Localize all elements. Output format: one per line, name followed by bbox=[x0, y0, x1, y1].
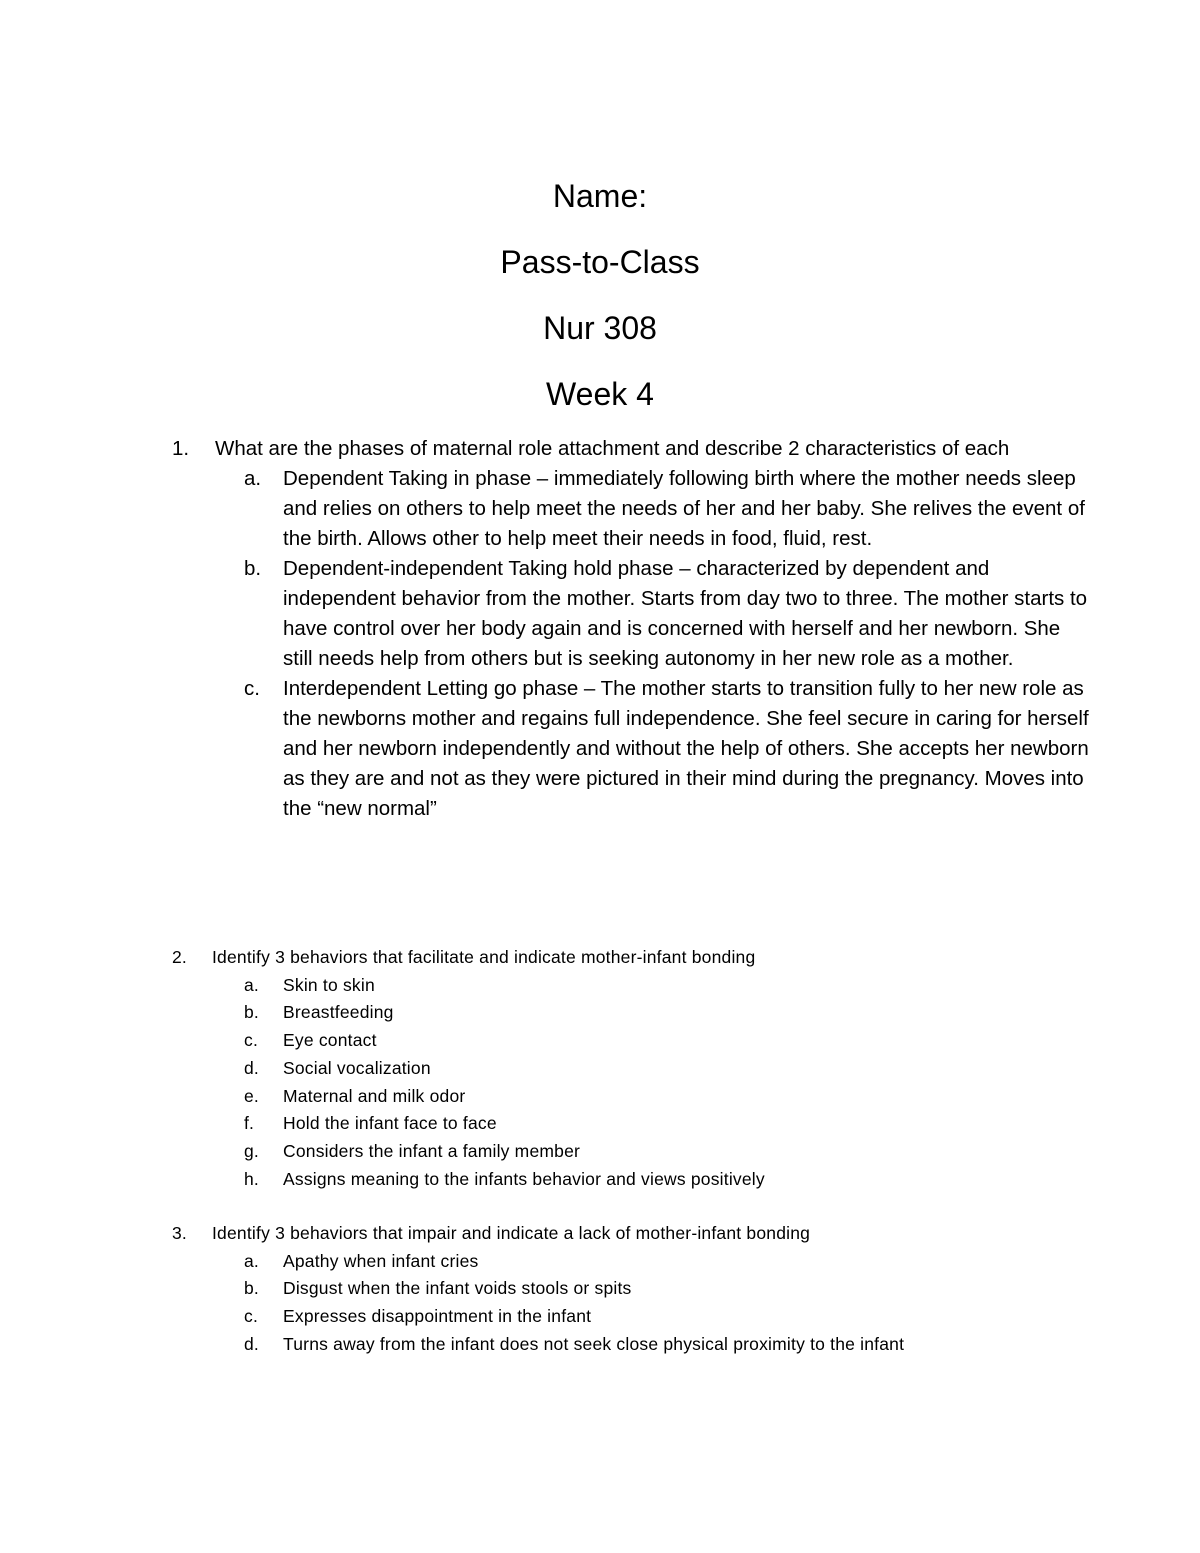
list-item-letter: b. bbox=[244, 1002, 259, 1023]
list-item-text: Breastfeeding bbox=[283, 1002, 394, 1023]
answer-list bbox=[172, 464, 1092, 824]
list-item-letter: b. bbox=[244, 1278, 259, 1299]
list-item-text: Assigns meaning to the infants behavior and views positively bbox=[283, 1168, 765, 1189]
list-item-text: Interdependent Letting go phase – The mother starts to transition fully to her new role as the newborns mother and regains full independence. She feel secure in caring for herself and her newborn independently and without the help of others. She accepts her newborn as they are and not as they were pictured in their mind during the pregnancy. Moves into the “new normal” bbox=[283, 677, 1089, 820]
list-item bbox=[172, 674, 1092, 824]
list-item-text: Hold the infant face to face bbox=[283, 1113, 497, 1134]
pass-to-class-heading: Pass-to-Class bbox=[500, 244, 700, 280]
list-item-text: Skin to skin bbox=[283, 974, 375, 995]
list-item bbox=[172, 1110, 1092, 1138]
list-item-text: Maternal and milk odor bbox=[283, 1085, 466, 1106]
list-item-text: Dependent Taking in phase – immediately following birth where the mother needs sleep and relies on others to help meet the needs of her and her baby. She relives the event of the birth. Allows other to help meet their needs in food, fluid, rest. bbox=[283, 467, 1085, 550]
list-item-letter: c. bbox=[244, 677, 260, 700]
list-item bbox=[172, 554, 1092, 674]
list-item-letter: a. bbox=[244, 467, 262, 490]
list-item bbox=[172, 1331, 1092, 1359]
list-item bbox=[172, 1138, 1092, 1166]
question-2 bbox=[172, 944, 1092, 1193]
list-item bbox=[172, 1055, 1092, 1083]
question-number: 1. bbox=[172, 437, 190, 460]
question-number: 2. bbox=[172, 947, 187, 967]
question-text: What are the phases of maternal role attachment and describe 2 characteristics of each bbox=[215, 437, 1010, 460]
list-item-letter: c. bbox=[244, 1030, 259, 1051]
week-heading: Week 4 bbox=[546, 376, 654, 412]
question-number: 3. bbox=[172, 1223, 187, 1243]
question-text: Identify 3 behaviors that facilitate and indicate mother-infant bonding bbox=[212, 947, 756, 967]
list-item bbox=[172, 464, 1092, 554]
list-item-text: Disgust when the infant voids stools or spits bbox=[283, 1278, 632, 1299]
list-item-letter: b. bbox=[244, 557, 262, 580]
list-item-text: Social vocalization bbox=[283, 1057, 431, 1078]
list-item-letter: d. bbox=[244, 1333, 259, 1354]
list-item-text: Considers the infant a family member bbox=[283, 1140, 581, 1161]
question-1 bbox=[172, 434, 1092, 824]
list-item-letter: g. bbox=[244, 1140, 259, 1161]
list-item bbox=[172, 972, 1092, 1000]
question-3 bbox=[172, 1220, 1092, 1359]
course-heading: Nur 308 bbox=[543, 310, 657, 346]
list-item-text: Expresses disappointment in the infant bbox=[283, 1306, 592, 1327]
list-item-letter: h. bbox=[244, 1168, 259, 1189]
list-item bbox=[172, 1275, 1092, 1303]
list-item-letter: c. bbox=[244, 1306, 259, 1327]
list-item-letter: a. bbox=[244, 1250, 259, 1271]
list-item bbox=[172, 1166, 1092, 1194]
answer-list bbox=[172, 1248, 1092, 1359]
list-item-text: Dependent-independent Taking hold phase – characterized by dependent and independent behavior from the mother. Starts from day two to three. The mother starts to have control over her body again and is concerned with herself and her newborn. She still needs help from others but is seeking autonomy in her new role as a mother. bbox=[283, 557, 1088, 670]
question-text: Identify 3 behaviors that impair and indicate a lack of mother-infant bonding bbox=[212, 1223, 811, 1243]
list-item-letter: f. bbox=[244, 1113, 255, 1134]
list-item-text: Eye contact bbox=[283, 1030, 377, 1051]
question-2-prompt bbox=[172, 944, 1092, 972]
question-3-prompt bbox=[172, 1220, 1092, 1248]
answer-list bbox=[172, 972, 1092, 1194]
list-item-letter: a. bbox=[244, 974, 259, 995]
list-item-letter: d. bbox=[244, 1057, 259, 1078]
list-item bbox=[172, 1248, 1092, 1276]
list-item bbox=[172, 999, 1092, 1027]
list-item-text: Turns away from the infant does not seek close physical proximity to the infant bbox=[283, 1333, 905, 1354]
list-item-text: Apathy when infant cries bbox=[283, 1250, 479, 1271]
list-item bbox=[172, 1027, 1092, 1055]
list-item bbox=[172, 1303, 1092, 1331]
list-item-letter: e. bbox=[244, 1085, 259, 1106]
question-1-prompt bbox=[172, 434, 1092, 464]
list-item bbox=[172, 1083, 1092, 1111]
name-heading: Name: bbox=[552, 178, 648, 214]
